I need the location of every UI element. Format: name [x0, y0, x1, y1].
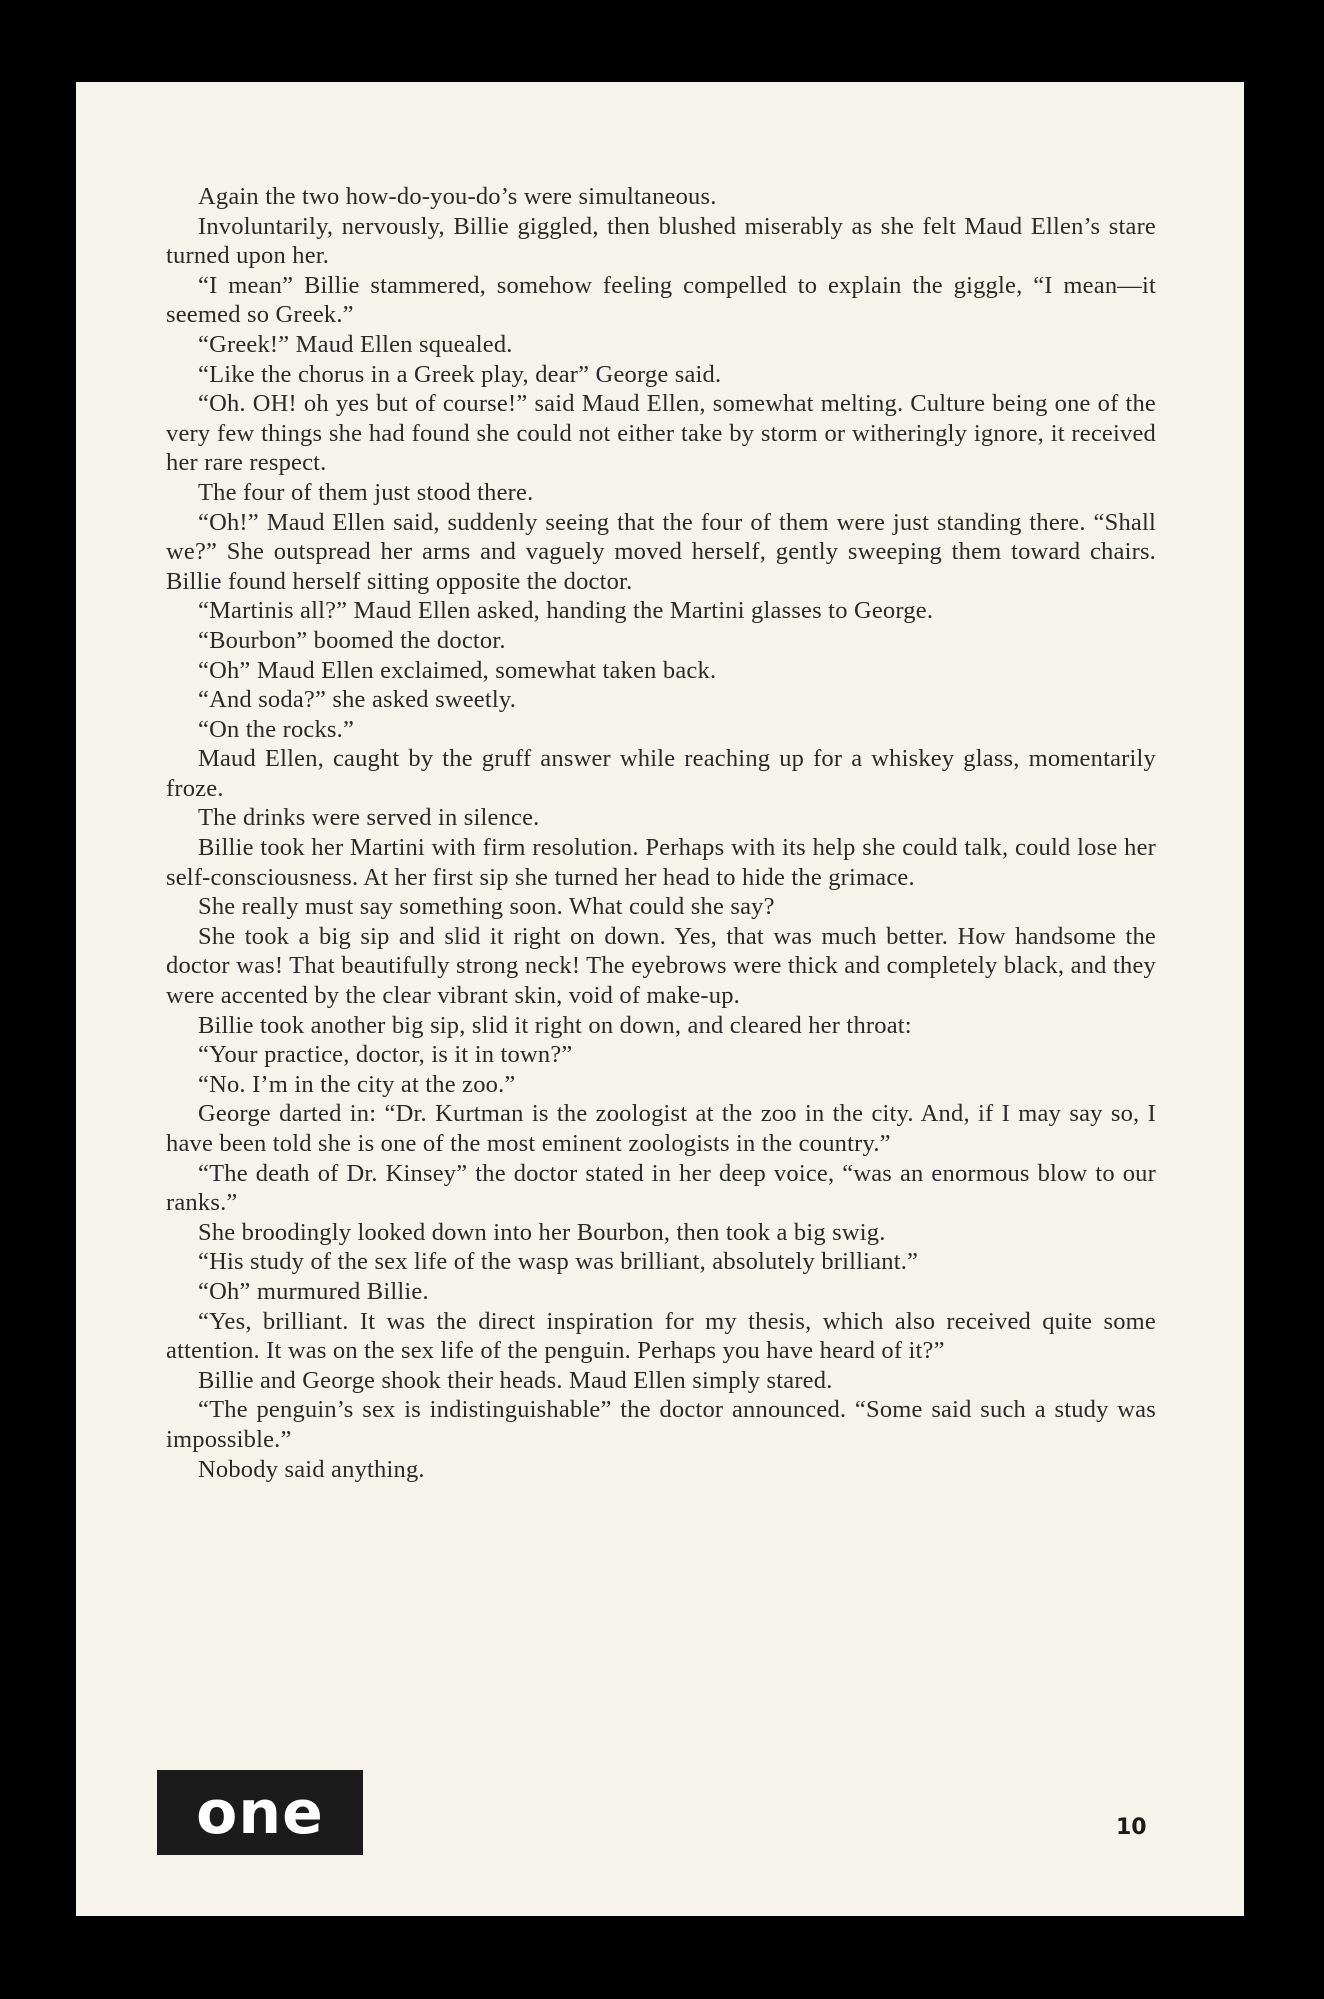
- page-number: 10: [1116, 1815, 1147, 1840]
- paragraph: Maud Ellen, caught by the gruff answer while reaching up for a whiskey glass, momentarily froze.: [166, 745, 1156, 802]
- paragraph: She took a big sip and slid it right on down. Yes, that was much better. How handsome the doctor was! That beautifully strong neck! The eyebrows were thick and completely black, and they were accented by the clear vibrant skin, void of make-up.: [166, 922, 1156, 1010]
- paragraph: “Oh. OH! oh yes but of course!” said Maud Ellen, somewhat melting. Culture being one of the very few things she had found she could not either take by storm or witheringly ignore, it received her rare respect.: [166, 390, 1156, 477]
- paragraph: “Bourbon” boomed the doctor.: [198, 626, 506, 654]
- paragraph: “Your practice, doctor, is it in town?”: [198, 1041, 573, 1069]
- paragraph: Again the two how-do-you-do’s were simultaneous.: [198, 183, 717, 210]
- paragraph: “The death of Dr. Kinsey” the doctor stated in her deep voice, “was an enormous blow to our ranks.”: [166, 1159, 1156, 1217]
- paragraph: “His study of the sex life of the wasp was brilliant, absolutely brilliant.”: [198, 1248, 919, 1276]
- paragraph: “I mean” Billie stammered, somehow feeling compelled to explain the giggle, “I mean—it seemed so Greek.”: [166, 271, 1156, 329]
- paragraph: “On the rocks.”: [198, 715, 355, 743]
- paragraph: “Oh!” Maud Ellen said, suddenly seeing that the four of them were just standing there. “Shall we?” She outspread her arms and vaguely moved herself, gently sweeping them toward chairs. Billie found herself sitting opposite the doctor.: [166, 508, 1156, 595]
- paragraph: “Greek!” Maud Ellen squealed.: [198, 330, 513, 358]
- paragraph: Nobody said anything.: [198, 1455, 425, 1483]
- paragraph: George darted in: “Dr. Kurtman is the zoologist at the zoo in the city. And, if I may say so, I have been told she is one of the most eminent zoologists in the country.”: [166, 1100, 1156, 1157]
- paragraph: “Oh” murmured Billie.: [198, 1277, 429, 1305]
- paragraph: “Yes, brilliant. It was the direct inspiration for my thesis, which also received quite some attention. It was on the sex life of the penguin. Perhaps you have heard of it?”: [166, 1307, 1156, 1365]
- paragraph: The drinks were served in silence.: [198, 804, 540, 832]
- magazine-page: [76, 82, 1244, 1916]
- story-text: [166, 182, 1156, 1484]
- paragraph: Billie took another big sip, slid it right on down, and cleared her throat:: [198, 1011, 912, 1039]
- paragraph: “Oh” Maud Ellen exclaimed, somewhat taken back.: [198, 656, 717, 684]
- paragraph: “And soda?” she asked sweetly.: [198, 686, 517, 714]
- paragraph: Billie and George shook their heads. Maud Ellen simply stared.: [198, 1366, 833, 1394]
- paragraph: “Martinis all?” Maud Ellen asked, handing the Martini glasses to George.: [198, 597, 934, 625]
- paragraph: “Like the chorus in a Greek play, dear” George said.: [198, 360, 722, 388]
- paragraph: The four of them just stood there.: [198, 478, 534, 506]
- paragraph: “The penguin’s sex is indistinguishable” the doctor announced. “Some said such a study was impossible.”: [166, 1396, 1156, 1453]
- paragraph: Billie took her Martini with firm resolution. Perhaps with its help she could talk, could lose her self-consciousness. At her first sip she turned her head to hide the grimace.: [166, 834, 1156, 891]
- paragraph: “No. I’m in the city at the zoo.”: [198, 1070, 516, 1098]
- magazine-logo: one: [157, 1770, 363, 1855]
- paragraph: She really must say something soon. What could she say?: [198, 893, 775, 921]
- paragraph: She broodingly looked down into her Bourbon, then took a big swig.: [198, 1218, 886, 1246]
- paragraph: Involuntarily, nervously, Billie giggled, then blushed miserably as she felt Maud Ellen’s stare turned upon her.: [166, 212, 1156, 270]
